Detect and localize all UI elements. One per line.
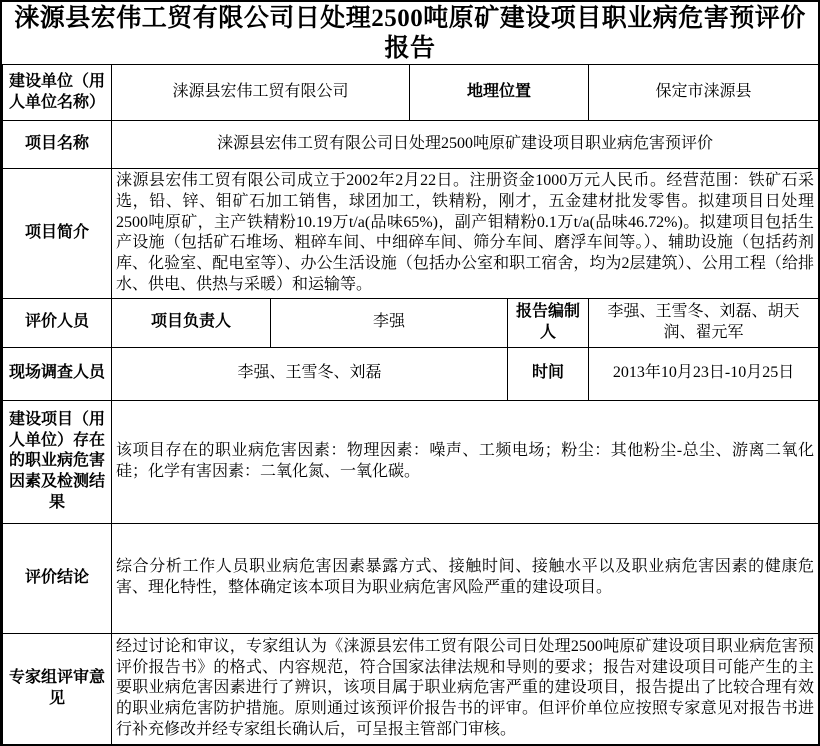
- evaluators-label: 评价人员: [3, 298, 112, 347]
- row-expert-review: [3, 633, 819, 744]
- construction-unit-value: 涞源县宏伟工贸有限公司: [112, 65, 410, 121]
- project-intro-value: 涞源县宏伟工贸有限公司成立于2002年2月22日。注册资金1000万元人民币。经营范围：铁矿石采选，铅、锌、钼矿石加工销售，球团加工，铁精粉，刚才，五金建材批发零售。拟建项目日处理2500吨原矿，主产铁精粉10.19万t/a(品味65%)，副产钼精粉0.1万t/a(品味46.72%)。拟建项目包括生产设施（包括矿石堆场、粗碎车间、中细碎车间、筛分车间、磨浮车间等。）、辅助设施（包括药剂库、化验室、配电室等）、办公生活设施（包括办公室和职工宿舍，均为2层建筑）、公用工程（给排水、供电、供热与采暖）和运输等。: [112, 169, 819, 299]
- project-intro-label: 项目简介: [3, 169, 112, 299]
- location-label: 地理位置: [410, 65, 589, 121]
- project-leader-label: 项目负责人: [112, 298, 271, 347]
- site-survey-label: 现场调查人员: [3, 347, 112, 400]
- expert-review-value: 经过讨论和审议，专家组认为《涞源县宏伟工贸有限公司日处理2500吨原矿建设项目职业病危害预评价报告书》的格式、内容规范，符合国家法律法规和导则的要求；报告对建设项目可能产生的主要职业病危害因素进行了辨识，该项目属于职业病危害严重的建设项目，报告提出了比较合理有效的职业病危害防护措施。原则通过该预评价报告书的评审。但评价单位应按照专家意见对报告书进行补充修改并经专家组长确认后，可呈报主管部门审核。: [112, 633, 819, 744]
- time-value: 2013年10月23日-10月25日: [589, 347, 819, 400]
- page-title: 涞源县宏伟工贸有限公司日处理2500吨原矿建设项目职业病危害预评价报告: [14, 4, 806, 62]
- report-writers-value: 李强、王雪冬、刘磊、胡天润、翟元军: [589, 298, 819, 347]
- location-value: 保定市涞源县: [589, 65, 819, 121]
- row-evaluation-conclusion: [3, 523, 819, 633]
- row-project-name: [3, 121, 819, 169]
- project-name-label: 项目名称: [3, 121, 112, 169]
- row-construction-unit: [3, 65, 819, 121]
- report-table: [2, 64, 819, 745]
- row-evaluators: [3, 298, 819, 347]
- project-leader-value: 李强: [271, 298, 508, 347]
- expert-review-label: 专家组评审意见: [3, 633, 112, 744]
- hazard-factors-value: 该项目存在的职业病危害因素：物理因素：噪声、工频电场；粉尘：其他粉尘-总尘、游离二氧化硅；化学有害因素：二氧化氮、一氧化碳。: [112, 400, 819, 523]
- report-writers-label: 报告编制人: [508, 298, 589, 347]
- hazard-factors-label: 建设项目（用人单位）存在的职业病危害因素及检测结果: [3, 400, 112, 523]
- site-survey-value: 李强、王雪冬、刘磊: [112, 347, 508, 400]
- project-name-value: 涞源县宏伟工贸有限公司日处理2500吨原矿建设项目职业病危害预评价: [112, 121, 819, 169]
- row-hazard-factors: [3, 400, 819, 523]
- time-label: 时间: [508, 347, 589, 400]
- construction-unit-label: 建设单位（用人单位名称）: [3, 65, 112, 121]
- evaluation-conclusion-value: 综合分析工作人员职业病危害因素暴露方式、接触时间、接触水平以及职业病危害因素的健康危害、理化特性，整体确定该本项目为职业病危害风险严重的建设项目。: [112, 523, 819, 633]
- row-site-survey: [3, 347, 819, 400]
- evaluation-conclusion-label: 评价结论: [3, 523, 112, 633]
- row-project-intro: [3, 169, 819, 299]
